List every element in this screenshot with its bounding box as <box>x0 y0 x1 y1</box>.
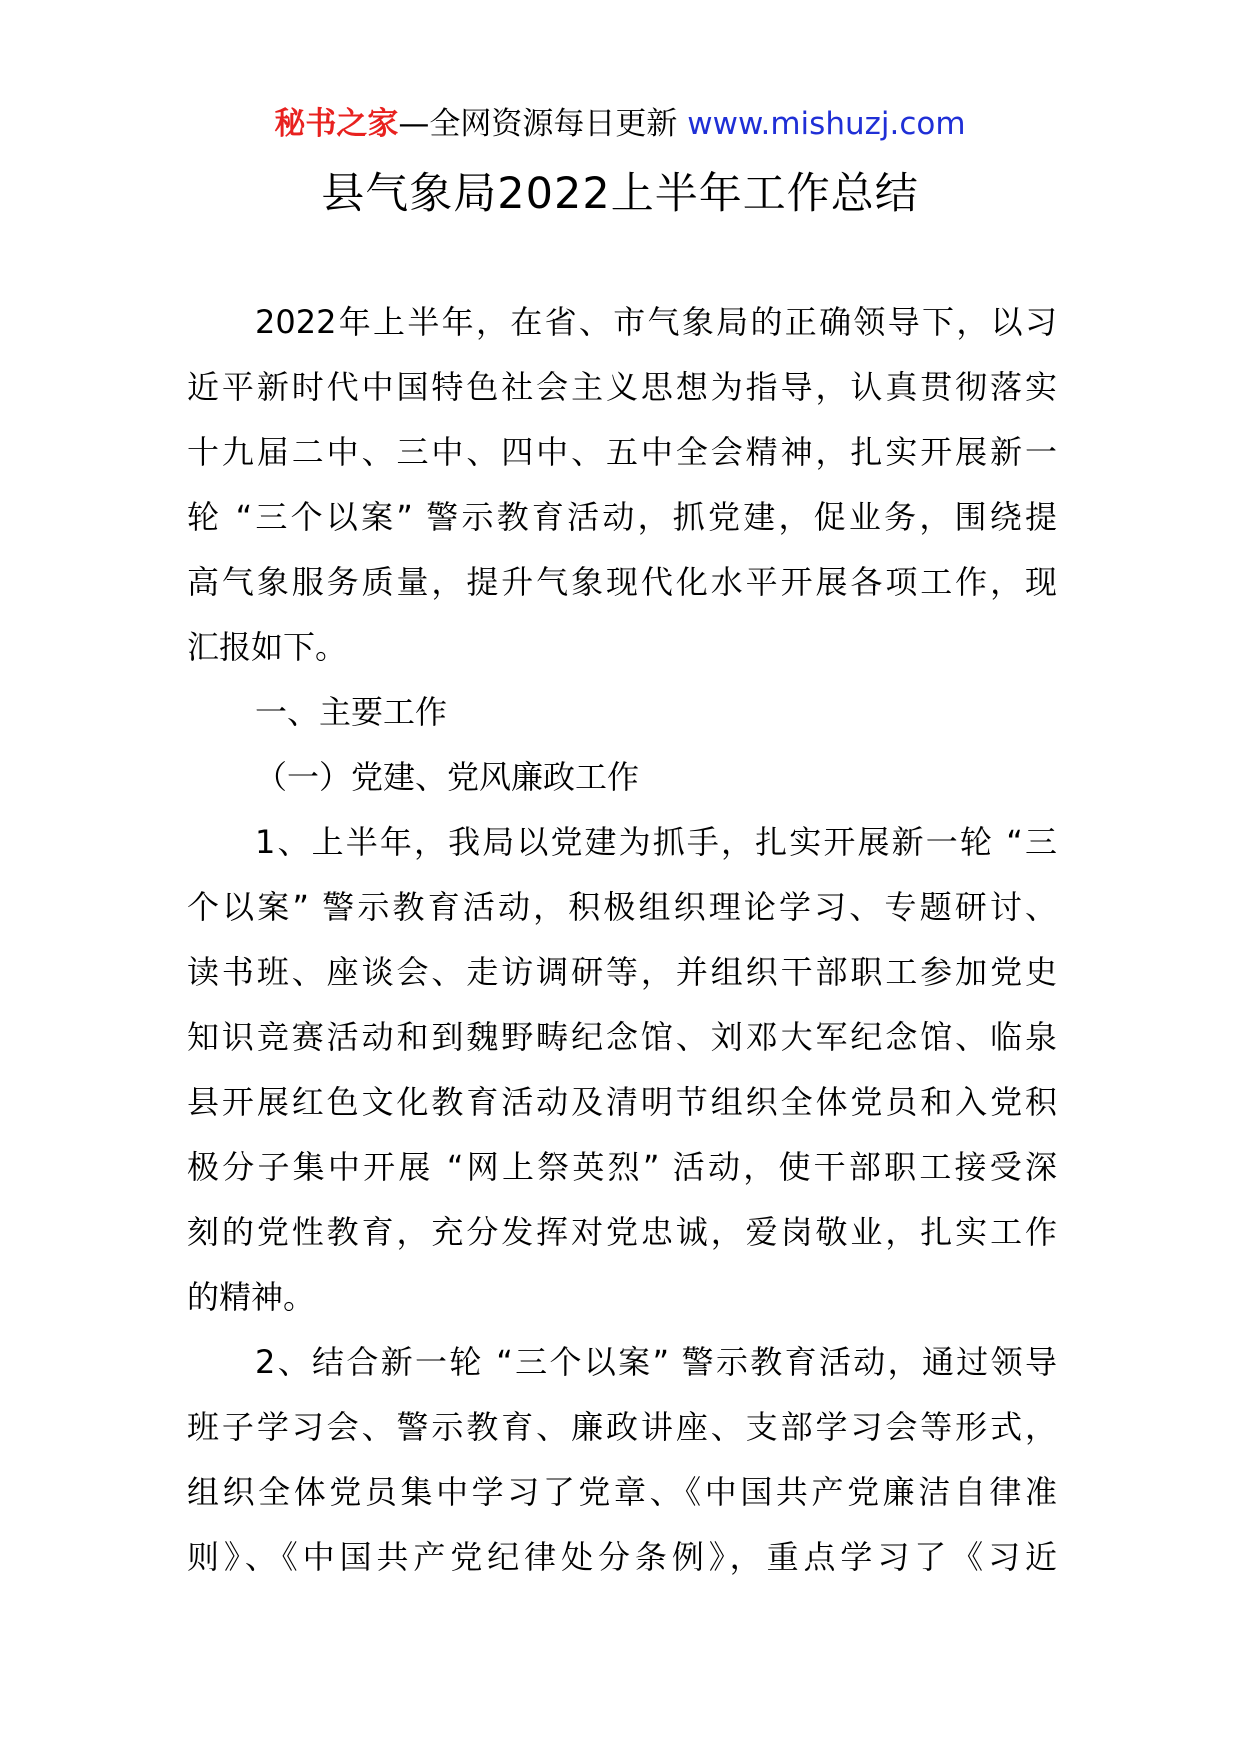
paragraph-line: 2022年上半年，在省、市气象局的正确领导下，以习 <box>255 303 1057 341</box>
paragraph-line: 十九届二中、三中、四中、五中全会精神，扎实开展新一 <box>187 433 1057 471</box>
paragraph-line: 近平新时代中国特色社会主义思想为指导，认真贯彻落实 <box>187 368 1057 406</box>
paragraph-line: 极分子集中开展 “网上祭英烈” 活动，使干部职工接受深 <box>187 1148 1057 1186</box>
document-body <box>187 290 1057 1590</box>
paragraph-line: 轮 “三个以案” 警示教育活动，抓党建，促业务，围绕提 <box>187 498 1057 536</box>
watermark-tagline: —全网资源每日更新 <box>398 106 688 142</box>
paragraph-line: 则》、《中国共产党纪律处分条例》，重点学习了《习近 <box>187 1538 1057 1576</box>
watermark-header <box>0 104 1240 144</box>
section-heading: 一、主要工作 <box>255 693 448 731</box>
paragraph-line: 组织全体党员集中学习了党章、《中国共产党廉洁自律准 <box>187 1473 1057 1511</box>
subsection-heading: （一）党建、党风廉政工作 <box>255 758 640 796</box>
paragraph-line: 个以案” 警示教育活动，积极组织理论学习、专题研讨、 <box>187 888 1057 926</box>
paragraph-line: 刻的党性教育，充分发挥对党忠诚，爱岗敬业，扎实工作 <box>187 1213 1057 1251</box>
paragraph-line: 班子学习会、警示教育、廉政讲座、支部学习会等形式， <box>187 1408 1057 1446</box>
paragraph-line: 高气象服务质量，提升气象现代化水平开展各项工作，现 <box>187 563 1057 601</box>
paragraph-line: 知识竞赛活动和到魏野畴纪念馆、刘邓大军纪念馆、临泉 <box>187 1018 1057 1056</box>
paragraph-line: 读书班、座谈会、走访调研等，并组织干部职工参加党史 <box>187 953 1057 991</box>
paragraph-line: 县开展红色文化教育活动及清明节组织全体党员和入党积 <box>187 1083 1057 1121</box>
watermark-brand: 秘书之家 <box>274 106 399 142</box>
document-title: 县气象局2022上半年工作总结 <box>321 169 919 219</box>
watermark-url: www.mishuzj.com <box>687 106 966 142</box>
paragraph-line: 2、结合新一轮 “三个以案” 警示教育活动，通过领导 <box>255 1343 1057 1381</box>
paragraph-line: 的精神。 <box>187 1278 316 1316</box>
paragraph-line: 1、上半年，我局以党建为抓手，扎实开展新一轮 “三 <box>255 823 1057 861</box>
paragraph-line: 汇报如下。 <box>187 628 348 666</box>
